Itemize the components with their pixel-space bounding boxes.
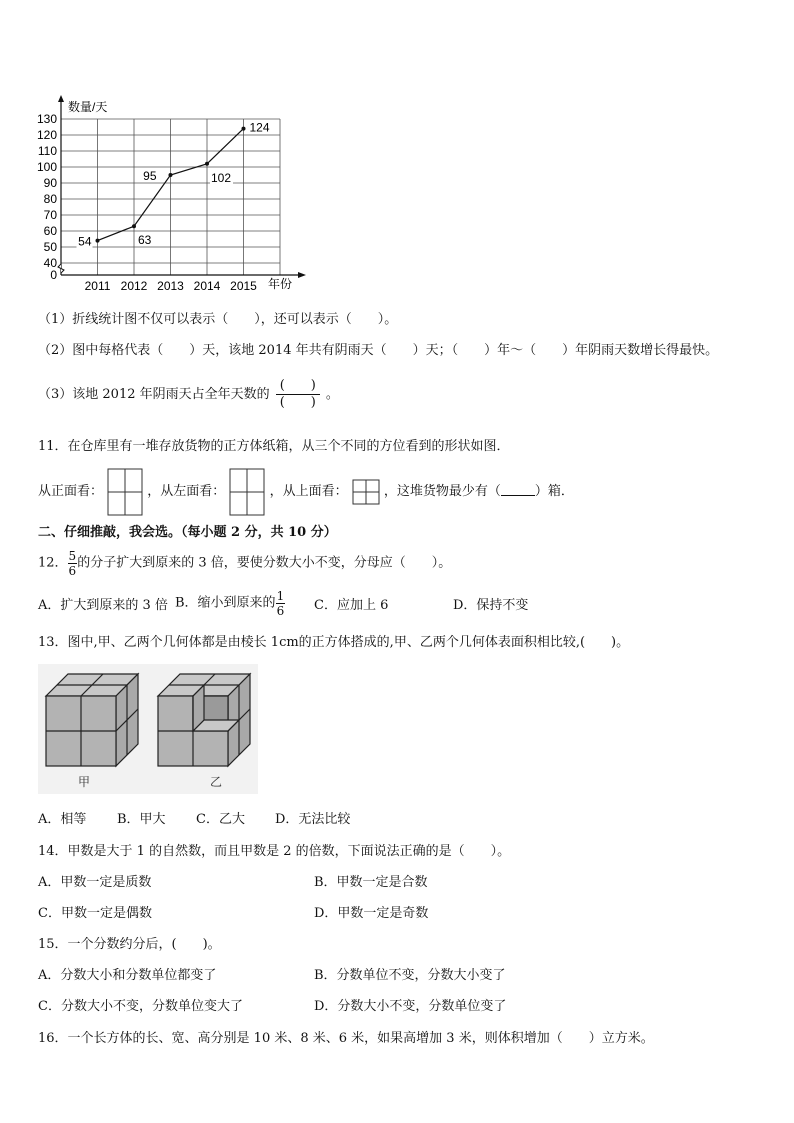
q15-option-d[interactable]: D．分数大小不变，分数单位变了: [314, 999, 507, 1014]
data-label: 124: [249, 120, 270, 135]
x-tick-label: 2015: [230, 279, 257, 293]
q10-part1: （1）折线统计图不仅可以表示（ ），还可以表示（ ）。: [38, 312, 398, 327]
y-tick-label: 100: [36, 160, 57, 174]
left-view-label: ，从左面看：: [147, 484, 226, 499]
fraction-numerator: 5: [68, 549, 77, 563]
option-b-fraction: [276, 589, 286, 618]
y-tick-label: 110: [37, 144, 57, 158]
q14-option-a[interactable]: A．甲数一定是质数: [38, 875, 152, 890]
fraction-denominator: 6: [276, 604, 285, 618]
q12-number: 12．: [38, 555, 68, 571]
q13-option-a[interactable]: A．相等: [38, 812, 87, 827]
chart-grid: [61, 119, 280, 275]
fraction-numerator-blank: ( ): [276, 378, 320, 395]
q10-part3-text: （3）该地 2012 年阴雨天占全年天数的: [38, 387, 270, 402]
q11-tail-pre: ，这堆货物最少有（: [383, 484, 501, 499]
y-tick-label: 130: [36, 112, 57, 126]
x-tick-label: 2013: [157, 279, 184, 293]
q11-stem: 11．在仓库里有一堆存放货物的正方体纸箱，从三个不同的方位看到的形状如图．: [38, 439, 510, 454]
q12-fraction: [68, 549, 78, 578]
y-tick-label: 120: [36, 128, 57, 142]
x-tick-label: 2014: [193, 279, 221, 293]
y-axis-arrow: [58, 95, 64, 102]
front-view-diagram: [107, 468, 143, 516]
y-tick-label: 40: [43, 256, 57, 270]
fraction-denominator: 6: [68, 564, 77, 578]
data-point: [169, 173, 173, 177]
y-tick-labels: [37, 112, 57, 282]
q13-solids-figure: [38, 664, 258, 794]
q12-stem: [38, 549, 451, 578]
q15-option-b[interactable]: B．分数单位不变，分数大小变了: [314, 968, 506, 983]
solid-yi-label: 乙: [210, 775, 223, 789]
q10-part3-end: 。: [325, 387, 339, 402]
y-tick-label: 80: [43, 192, 57, 206]
fraction-numerator: 1: [276, 589, 285, 603]
q15-option-c[interactable]: C．分数大小不变，分数单位变大了: [38, 999, 243, 1014]
q14-option-b[interactable]: B．甲数一定是合数: [314, 875, 428, 890]
x-tick-label: 2011: [84, 279, 111, 293]
section-heading: 二、仔细推敲，我会选。（每小题 2 分，共 10 分）: [38, 525, 337, 540]
solid-yi: [158, 674, 250, 766]
data-label: 95: [143, 169, 157, 183]
q14-stem: 14．甲数是大于 1 的自然数，而且甲数是 2 的倍数，下面说法正确的是（ ）。: [38, 844, 511, 859]
q16-stem: 16．一个长方体的长、宽、高分别是 10 米、8 米、6 米，如果高增加 3 米，则体积增加（ ）立方米。: [38, 1031, 654, 1046]
y-tick-label: 60: [43, 224, 57, 238]
y-tick-label: 70: [43, 208, 57, 222]
q11-views: [38, 468, 574, 518]
top-view-diagram: [352, 479, 380, 505]
q11-tail-post: ）箱．: [534, 484, 574, 499]
answer-blank[interactable]: [501, 483, 535, 496]
x-axis-label: 年份: [268, 277, 293, 291]
q10-part3-fraction-blank[interactable]: [276, 378, 320, 411]
axis-break-mark: [58, 264, 64, 273]
q10-part2: （2）图中每格代表（ ）天，该地 2014 年共有阴雨天（ ）天；（ ）年～（ ）年阴雨天数增长得最快。: [38, 343, 719, 358]
x-axis-arrow: [298, 272, 306, 278]
data-label: 54: [78, 234, 92, 249]
y-tick-label: 50: [43, 240, 57, 254]
data-series: [77, 121, 272, 249]
data-label: 63: [138, 233, 152, 248]
q12-option-c[interactable]: C．应加上 6: [314, 598, 389, 613]
data-label: 102: [211, 170, 232, 185]
q15-stem: 15．一个分数约分后，( )。: [38, 937, 221, 952]
y-tick-label: 0: [50, 268, 57, 282]
x-tick-labels: [85, 279, 258, 293]
top-view-label: ，从上面看：: [269, 484, 348, 499]
line-chart: [30, 92, 320, 297]
data-point: [242, 127, 246, 131]
q13-option-d[interactable]: D．无法比较: [275, 812, 351, 827]
left-view-diagram: [229, 468, 265, 516]
q13-option-b[interactable]: B．甲大: [117, 812, 166, 827]
q14-option-d[interactable]: D．甲数一定是奇数: [314, 906, 429, 921]
x-tick-label: 2012: [120, 279, 148, 293]
solid-jia: [46, 674, 138, 766]
data-point: [132, 224, 136, 228]
q14-option-c[interactable]: C．甲数一定是偶数: [38, 906, 152, 921]
q13-stem: 13．图中,甲、乙两个几何体都是由棱长 1cm的正方体搭成的,甲、乙两个几何体表面积相比较,( )。: [38, 635, 630, 650]
data-point: [205, 162, 209, 166]
fraction-denominator-blank: ( ): [279, 395, 316, 410]
q15-option-a[interactable]: A．分数大小和分数单位都变了: [38, 968, 217, 983]
q12-text: 的分子扩大到原来的 3 倍，要使分数大小不变，分母应（ ）。: [77, 555, 452, 571]
option-b-text: B．缩小到原来的: [175, 595, 276, 611]
q12-option-b[interactable]: [175, 589, 285, 618]
data-point: [96, 239, 100, 243]
solid-jia-label: 甲: [78, 775, 91, 789]
q13-option-c[interactable]: C．乙大: [196, 812, 245, 827]
y-axis-label: 数量/天: [68, 100, 108, 114]
q12-option-d[interactable]: D．保持不变: [453, 598, 529, 613]
y-tick-label: 90: [43, 176, 57, 190]
q10-part3: [38, 378, 339, 411]
q12-option-a[interactable]: A．扩大到原来的 3 倍: [38, 598, 168, 613]
front-view-label: 从正面看：: [38, 484, 104, 499]
